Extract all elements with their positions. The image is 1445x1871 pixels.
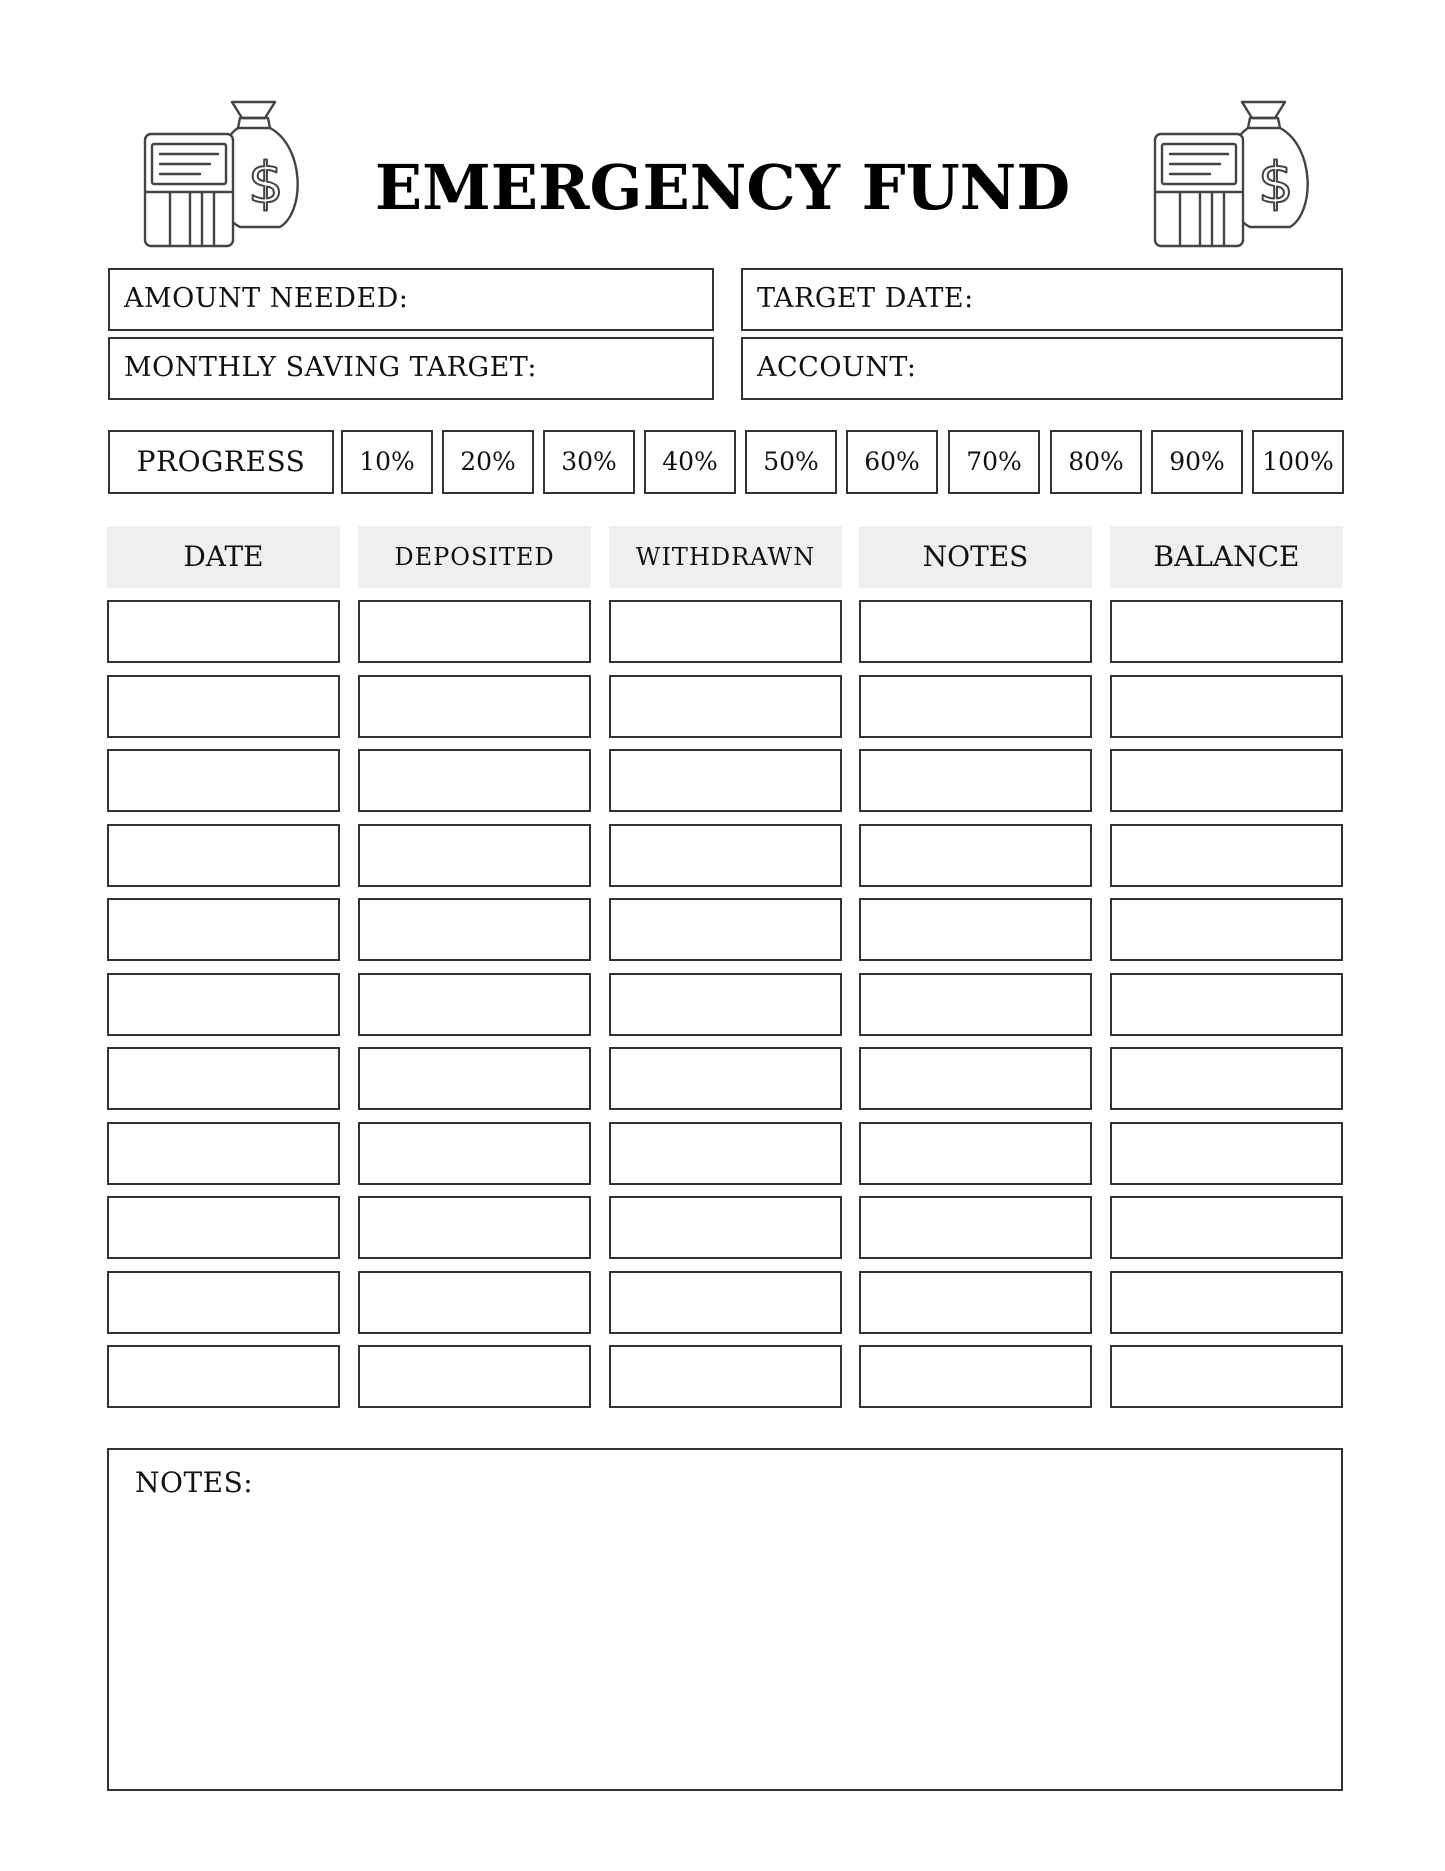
table-cell[interactable] (107, 675, 340, 738)
target-date-field[interactable] (741, 268, 1343, 331)
progress-step-6[interactable]: 60% (846, 430, 938, 494)
table-cell[interactable] (1110, 1196, 1343, 1259)
table-cell[interactable] (1110, 824, 1343, 887)
table-cell[interactable] (609, 1122, 842, 1185)
table-cell[interactable] (609, 749, 842, 812)
table-cell[interactable] (859, 898, 1092, 961)
table-cell[interactable] (1110, 1122, 1343, 1185)
table-cell[interactable] (358, 675, 591, 738)
table-cell[interactable] (358, 1345, 591, 1408)
progress-step-3[interactable]: 30% (543, 430, 635, 494)
table-cell[interactable] (1110, 1047, 1343, 1110)
table-cell[interactable] (1110, 973, 1343, 1036)
table-cell[interactable] (358, 898, 591, 961)
table-cell[interactable] (609, 824, 842, 887)
progress-step-1[interactable]: 10% (341, 430, 433, 494)
notes-label: NOTES: (135, 1466, 254, 1499)
table-cell[interactable] (859, 1345, 1092, 1408)
table-cell[interactable] (859, 600, 1092, 663)
monthly-saving-target-field[interactable] (108, 337, 714, 400)
table-cell[interactable] (609, 1047, 842, 1110)
monthly-saving-target-label: MONTHLY SAVING TARGET: (124, 352, 537, 383)
amount-needed-label: AMOUNT NEEDED: (124, 283, 409, 314)
progress-label: PROGRESS (108, 430, 334, 494)
table-cell[interactable] (1110, 675, 1343, 738)
column-header-balance: BALANCE (1110, 526, 1343, 588)
table-cell[interactable] (358, 1196, 591, 1259)
table-cell[interactable] (107, 1122, 340, 1185)
progress-step-9[interactable]: 90% (1151, 430, 1243, 494)
table-cell[interactable] (859, 824, 1092, 887)
table-cell[interactable] (358, 1122, 591, 1185)
table-cell[interactable] (859, 1271, 1092, 1334)
account-field[interactable] (741, 337, 1343, 400)
account-label: ACCOUNT: (757, 352, 917, 383)
table-cell[interactable] (609, 600, 842, 663)
table-cell[interactable] (358, 600, 591, 663)
table-cell[interactable] (358, 973, 591, 1036)
table-cell[interactable] (1110, 1345, 1343, 1408)
column-header-deposited: DEPOSITED (358, 526, 591, 588)
progress-step-10[interactable]: 100% (1252, 430, 1344, 494)
progress-step-7[interactable]: 70% (948, 430, 1040, 494)
table-cell[interactable] (358, 824, 591, 887)
table-cell[interactable] (1110, 1271, 1343, 1334)
svg-text:$: $ (248, 151, 284, 216)
money-bag-calculator-icon (1150, 92, 1310, 252)
progress-step-5[interactable]: 50% (745, 430, 837, 494)
table-cell[interactable] (609, 1196, 842, 1259)
table-cell[interactable] (859, 675, 1092, 738)
table-cell[interactable] (859, 973, 1092, 1036)
column-header-withdrawn: WITHDRAWN (609, 526, 842, 588)
notes-box[interactable] (107, 1448, 1343, 1791)
table-cell[interactable] (859, 1196, 1092, 1259)
table-cell[interactable] (609, 973, 842, 1036)
table-cell[interactable] (859, 749, 1092, 812)
target-date-label: TARGET DATE: (757, 283, 974, 314)
table-cell[interactable] (609, 898, 842, 961)
table-cell[interactable] (107, 1196, 340, 1259)
table-cell[interactable] (107, 1345, 340, 1408)
table-cell[interactable] (107, 973, 340, 1036)
table-cell[interactable] (1110, 898, 1343, 961)
table-cell[interactable] (107, 749, 340, 812)
svg-text:$: $ (1258, 151, 1294, 216)
table-cell[interactable] (609, 675, 842, 738)
table-cell[interactable] (1110, 749, 1343, 812)
table-cell[interactable] (859, 1047, 1092, 1110)
table-cell[interactable] (1110, 600, 1343, 663)
table-cell[interactable] (358, 1047, 591, 1110)
column-header-date: DATE (107, 526, 340, 588)
table-cell[interactable] (107, 600, 340, 663)
table-cell[interactable] (859, 1122, 1092, 1185)
page-title: EMERGENCY FUND (374, 151, 1071, 224)
table-cell[interactable] (107, 1271, 340, 1334)
table-cell[interactable] (107, 824, 340, 887)
table-cell[interactable] (358, 1271, 591, 1334)
amount-needed-field[interactable] (108, 268, 714, 331)
money-bag-calculator-icon (140, 92, 300, 252)
table-cell[interactable] (609, 1345, 842, 1408)
table-cell[interactable] (107, 1047, 340, 1110)
table-cell[interactable] (609, 1271, 842, 1334)
progress-step-8[interactable]: 80% (1050, 430, 1142, 494)
column-header-notes: NOTES (859, 526, 1092, 588)
table-cell[interactable] (358, 749, 591, 812)
table-cell[interactable] (107, 898, 340, 961)
progress-step-2[interactable]: 20% (442, 430, 534, 494)
progress-step-4[interactable]: 40% (644, 430, 736, 494)
